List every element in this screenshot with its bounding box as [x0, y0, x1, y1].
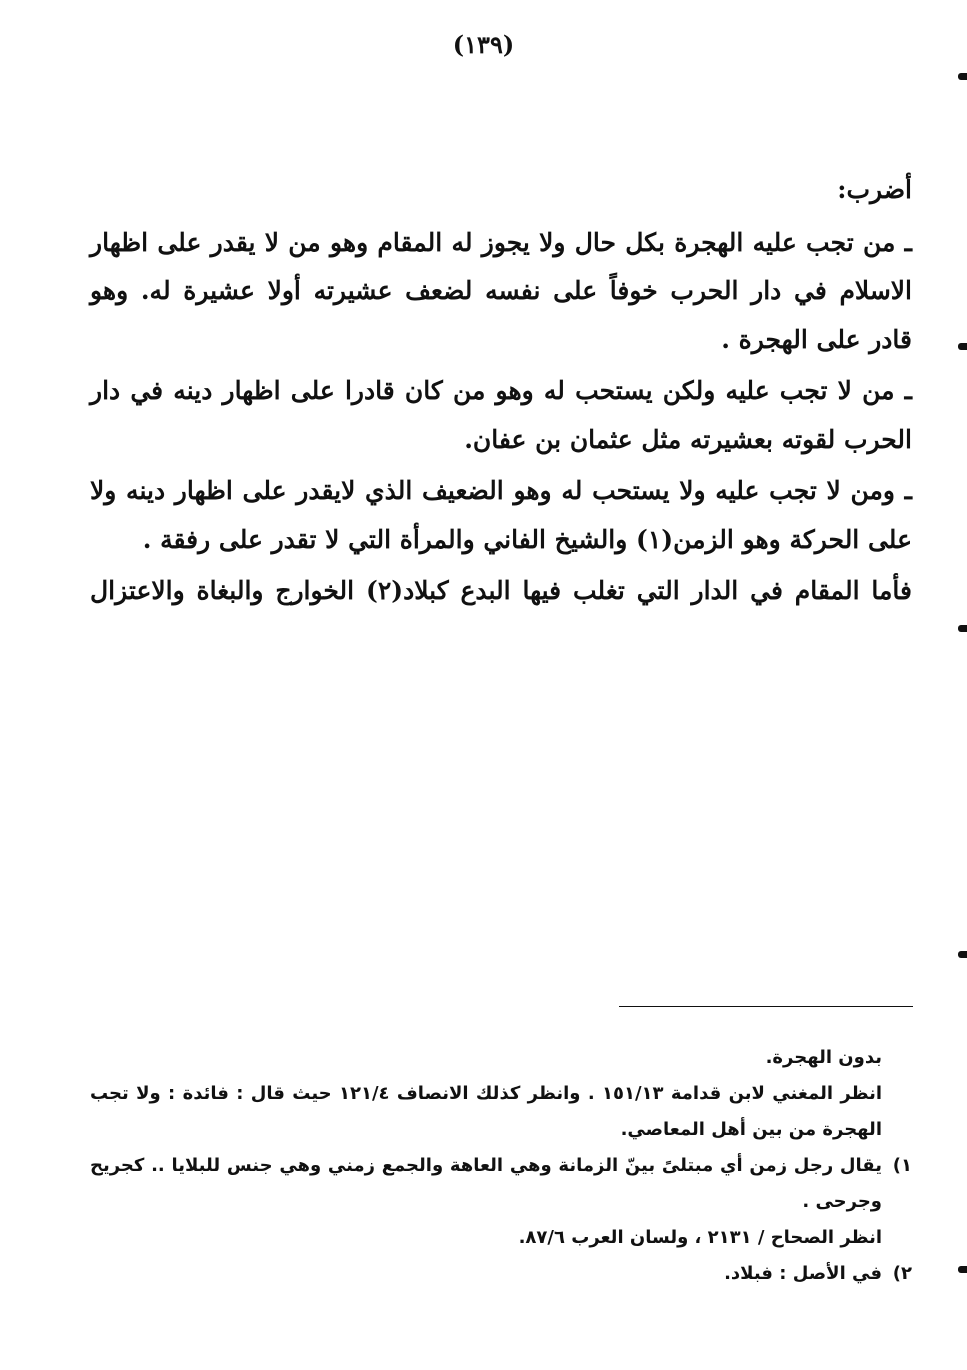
footnote-divider	[619, 1006, 913, 1007]
paragraph-4: فأما المقام في الدار التي تغلب فيها البدع كبلاد(٢) الخوارج والبغاة والاعتزال	[90, 576, 912, 605]
footnote-2	[90, 1256, 912, 1292]
scan-edge-mark	[958, 73, 967, 80]
footnote-1-body	[90, 1148, 882, 1256]
footnote-1-marker: ١)	[892, 1155, 912, 1176]
scan-edge-mark	[958, 1266, 967, 1273]
footnote-continuation-1: بدون الهجرة.	[765, 1047, 882, 1068]
paragraph-2: ـ من لا تجب عليه ولكن يستحب له وهو من كان قادرا على اظهار دينه في دار الحرب لقوته بعشيرته مثل عثمان بن عفان.	[90, 376, 912, 454]
footnote-2-marker: ٢)	[892, 1263, 912, 1284]
scan-edge-mark	[958, 625, 967, 632]
scan-edge-mark	[958, 343, 967, 350]
footnote-1	[90, 1148, 912, 1256]
footnote-2-text: في الأصل : فبلاد.	[724, 1263, 882, 1284]
paragraph-3: ـ ومن لا تجب عليه ولا يستحب له وهو الضعيف الذي لايقدر على اظهار دينه ولا على الحركة وهو الزمن(١) والشيخ الفاني والمرأة التي لا تقدر على رفقة .	[90, 476, 912, 554]
footnote-2-body	[90, 1256, 882, 1292]
footnote-1-text: يقال رجل زمن أي مبتلىً بينّ الزمانة وهي العاهة والجمع زمني وهي جنس للبلايا .. كجريح وجرحى .	[90, 1155, 882, 1212]
section-heading: أضرب:	[837, 175, 912, 204]
footnote-continuation-2: انظر المغني لابن قدامة ١٥١/١٣ . وانظر كذلك الانصاف ١٢١/٤ حيث قال : فائدة : ولا تجب الهجرة من بين أهل المعاصي.	[90, 1083, 883, 1140]
main-text	[90, 166, 912, 619]
scan-edge-mark	[958, 951, 967, 958]
page-number: (١٣٩)	[452, 30, 515, 59]
footnotes	[90, 1040, 912, 1292]
footnote-1-source: انظر الصحاح / ٢١٣١ ، ولسان العرب ٨٧/٦.	[518, 1227, 882, 1248]
paragraph-1: ـ من تجب عليه الهجرة بكل حال ولا يجوز له المقام وهو من لا يقدر على اظهار الاسلام في دار الحرب خوفاً على نفسه لضعف عشيرته أولا عشيرة له. وهو قادر على الهجرة .	[90, 227, 912, 354]
